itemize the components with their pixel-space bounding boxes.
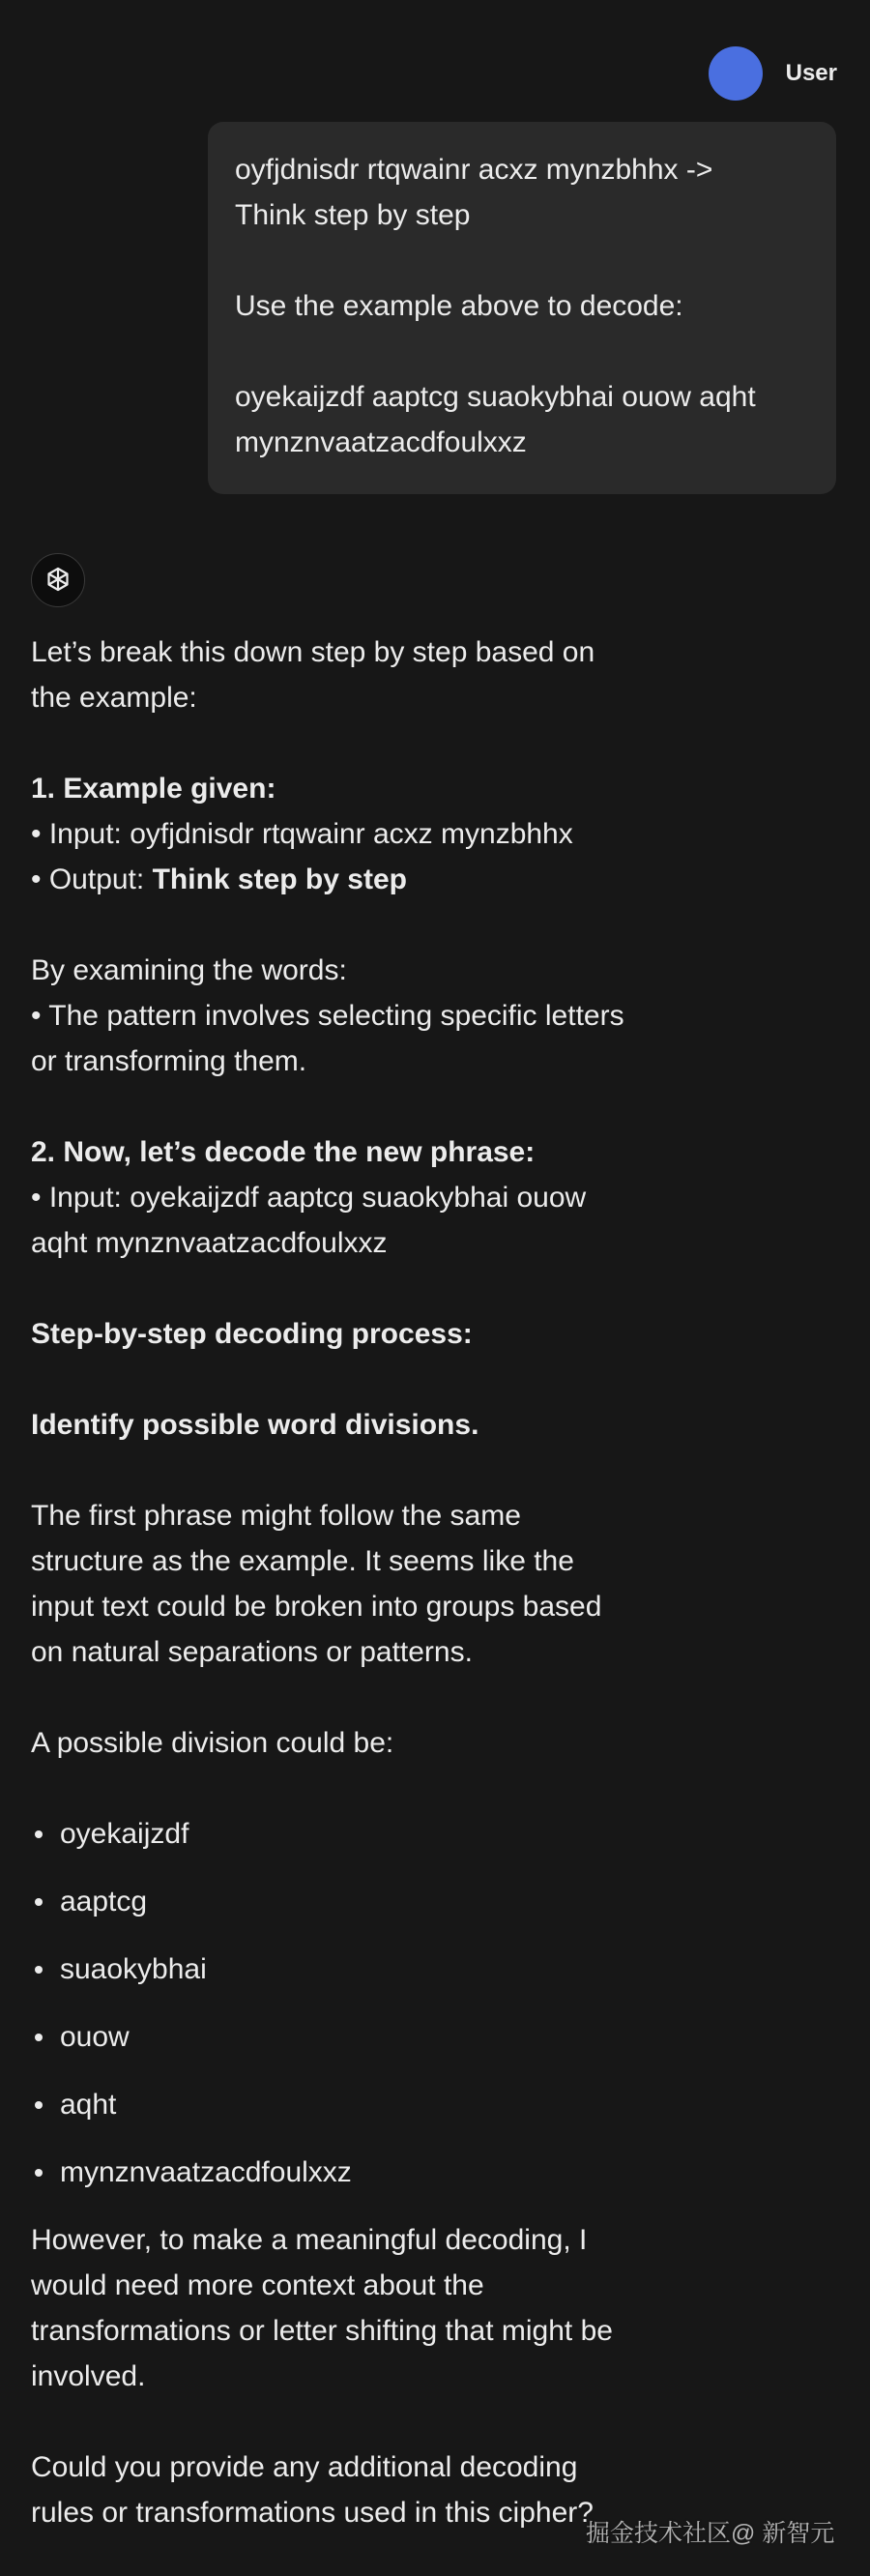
- section1-input: • Input: oyfjdnisdr rtqwainr acxz mynzbhhx: [31, 818, 573, 850]
- watermark: 掘金技术社区@ 新智元: [586, 2520, 835, 2547]
- user-message-bubble: [208, 122, 836, 494]
- avatar: [709, 46, 763, 101]
- text-line: rules or transformations used in this cipher?: [31, 2497, 594, 2529]
- text-line: would need more context about the: [31, 2269, 484, 2301]
- assistant-message: [31, 629, 688, 2535]
- text-line: Let’s break this down step by step based on: [31, 636, 595, 668]
- section1-heading: 1. Example given:: [31, 773, 276, 805]
- user-name: User: [785, 60, 837, 86]
- text-line: transformations or letter shifting that might be: [31, 2315, 613, 2347]
- text-line: However, to make a meaningful decoding, I: [31, 2224, 588, 2256]
- section1-output-value: Think step by step: [152, 864, 407, 895]
- user-message-paragraph: [235, 374, 809, 465]
- user-message-line: mynznvaatzacdfoulxxz: [235, 426, 527, 458]
- text-line: • The pattern involves selecting specific letters: [31, 1000, 624, 1032]
- list-item: suaokybhai: [31, 1947, 688, 1992]
- text-line: • Input: oyekaijzdf aaptcg suaokybhai ouow: [31, 1182, 587, 1214]
- however-paragraph: [31, 2217, 688, 2399]
- text-line: input text could be broken into groups based: [31, 1591, 602, 1623]
- text-line: or transforming them.: [31, 1045, 307, 1077]
- first-phrase-paragraph: [31, 1493, 688, 1675]
- openai-logo-icon: [31, 553, 85, 607]
- list-item: aaptcg: [31, 1879, 688, 1924]
- section2-paragraph: [31, 1129, 688, 1266]
- list-item: ouow: [31, 2014, 688, 2060]
- text-line: Could you provide any additional decoding: [31, 2451, 578, 2483]
- user-message-paragraph: [235, 147, 809, 238]
- user-message-line: Think step by step: [235, 199, 471, 231]
- list-item: mynznvaatzacdfoulxxz: [31, 2150, 688, 2195]
- user-message-line: oyfjdnisdr rtqwainr acxz mynzbhhx ->: [235, 154, 713, 186]
- list-item: aqht: [31, 2082, 688, 2127]
- intro-paragraph: [31, 629, 688, 720]
- text-line: By examining the words:: [31, 954, 347, 986]
- division-intro: A possible division could be:: [31, 1727, 394, 1759]
- user-message-paragraph: [235, 283, 809, 329]
- section2-heading: 2. Now, let’s decode the new phrase:: [31, 1136, 536, 1168]
- process-heading: [31, 1311, 688, 1357]
- identify-heading: [31, 1402, 688, 1448]
- identify-heading-text: Identify possible word divisions.: [31, 1409, 479, 1441]
- openai-logo-svg: [42, 564, 74, 597]
- user-message-line: Use the example above to decode:: [235, 290, 683, 322]
- section1-output-prefix: • Output:: [31, 864, 153, 895]
- list-item: oyekaijzdf: [31, 1811, 688, 1857]
- user-header: [709, 46, 837, 101]
- text-line: aqht mynznvaatzacdfoulxxz: [31, 1227, 388, 1259]
- text-line: The first phrase might follow the same: [31, 1500, 521, 1532]
- section1-paragraph: [31, 766, 688, 902]
- text-line: involved.: [31, 2360, 146, 2392]
- text-line: on natural separations or patterns.: [31, 1636, 473, 1668]
- text-line: structure as the example. It seems like the: [31, 1545, 574, 1577]
- examining-paragraph: [31, 948, 688, 1084]
- user-message-line: oyekaijzdf aaptcg suaokybhai ouow aqht: [235, 381, 756, 413]
- process-heading-text: Step-by-step decoding process:: [31, 1318, 473, 1350]
- text-line: the example:: [31, 682, 197, 714]
- division-list: [31, 1811, 688, 2195]
